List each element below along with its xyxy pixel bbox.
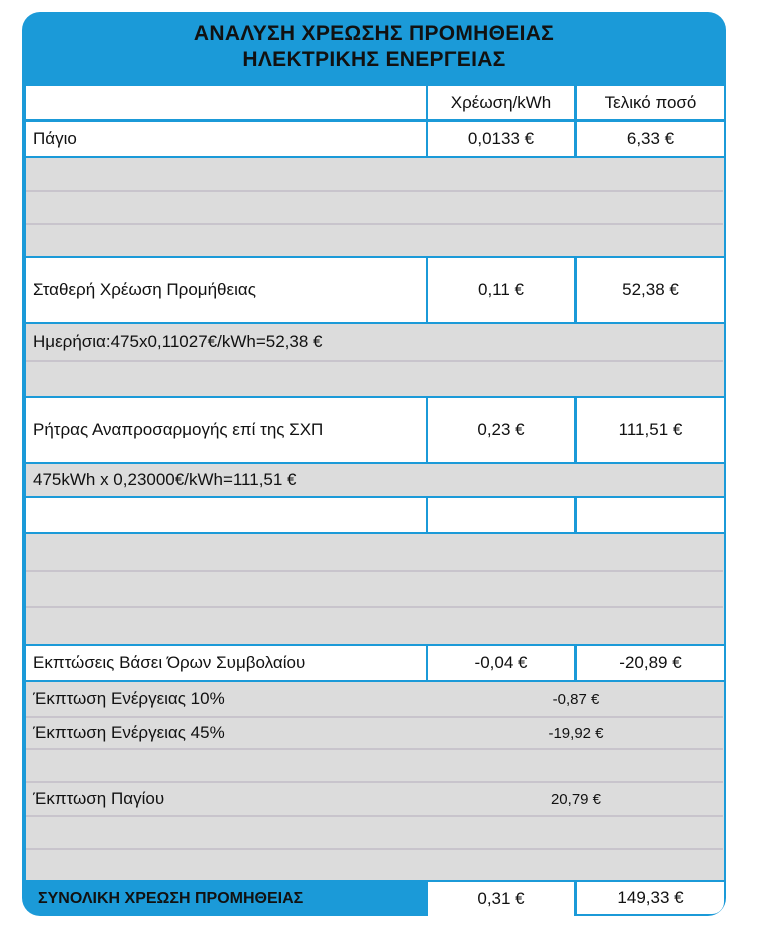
row-divider <box>26 815 723 817</box>
discount-energy-45-label: Έκπτωση Ενέργειας 45% <box>33 723 225 742</box>
row-divider <box>26 190 723 192</box>
adjustment-label: Ρήτρας Αναπροσαρμογής επί της ΣΧΠ <box>26 398 426 462</box>
title-line-1: ΑΝΑΛΥΣΗ ΧΡΕΩΣΗΣ ΠΡΟΜΗΘΕΙΑΣ <box>193 22 555 45</box>
discounts-total: -20,89 € <box>577 646 724 680</box>
header-label-cell <box>26 86 426 119</box>
row-divider <box>26 360 723 362</box>
empty-gray-block <box>26 158 724 256</box>
empty-cell <box>577 498 724 532</box>
row-divider <box>26 748 723 750</box>
total-label: ΣΥΝΟΛΙΚΗ ΧΡΕΩΣΗ ΠΡΟΜΗΘΕΙΑΣ <box>38 890 304 907</box>
adjustment-total: 111,51 € <box>577 398 724 462</box>
pagio-label: Πάγιο <box>26 122 426 156</box>
fixed-supply-label: Σταθερή Χρέωση Προμήθειας <box>26 258 426 322</box>
fixed-supply-note: Ημερήσια:475x0,11027€/kWh=52,38 € <box>33 332 323 351</box>
fixed-supply-rate: 0,11 € <box>428 258 574 322</box>
row-divider <box>26 570 723 572</box>
row-divider <box>26 606 723 608</box>
pagio-total: 6,33 € <box>577 122 724 156</box>
total-amount: 149,33 € <box>577 882 724 914</box>
discount-energy-10-value: -0,87 € <box>552 690 600 708</box>
empty-cell <box>428 498 574 532</box>
discounts-label: Εκπτώσεις Βάσει Όρων Συμβολαίου <box>26 646 426 680</box>
table-title <box>22 12 726 86</box>
header-total: Τελικό ποσό <box>577 86 724 119</box>
empty-gray-block <box>26 534 724 644</box>
adjustment-rate: 0,23 € <box>428 398 574 462</box>
total-rate: 0,31 € <box>428 882 574 916</box>
discount-pagio-label: Έκπτωση Παγίου <box>33 789 165 808</box>
discount-pagio-value: 20,79 € <box>550 790 602 808</box>
empty-cell <box>26 498 426 532</box>
discount-energy-45-value: -19,92 € <box>548 724 604 742</box>
fixed-supply-total: 52,38 € <box>577 258 724 322</box>
row-divider <box>26 223 723 225</box>
row-divider <box>26 848 723 850</box>
discount-energy-10-label: Έκπτωση Ενέργειας 10% <box>33 689 225 708</box>
pagio-rate: 0,0133 € <box>428 122 574 156</box>
discounts-rate: -0,04 € <box>428 646 574 680</box>
title-line-2: ΗΛΕΚΤΡΙΚΗΣ ΕΝΕΡΓΕΙΑΣ <box>242 48 506 71</box>
adjustment-note: 475kWh x 0,23000€/kWh=111,51 € <box>26 464 724 496</box>
header-rate: Χρέωση/kWh <box>428 86 574 119</box>
